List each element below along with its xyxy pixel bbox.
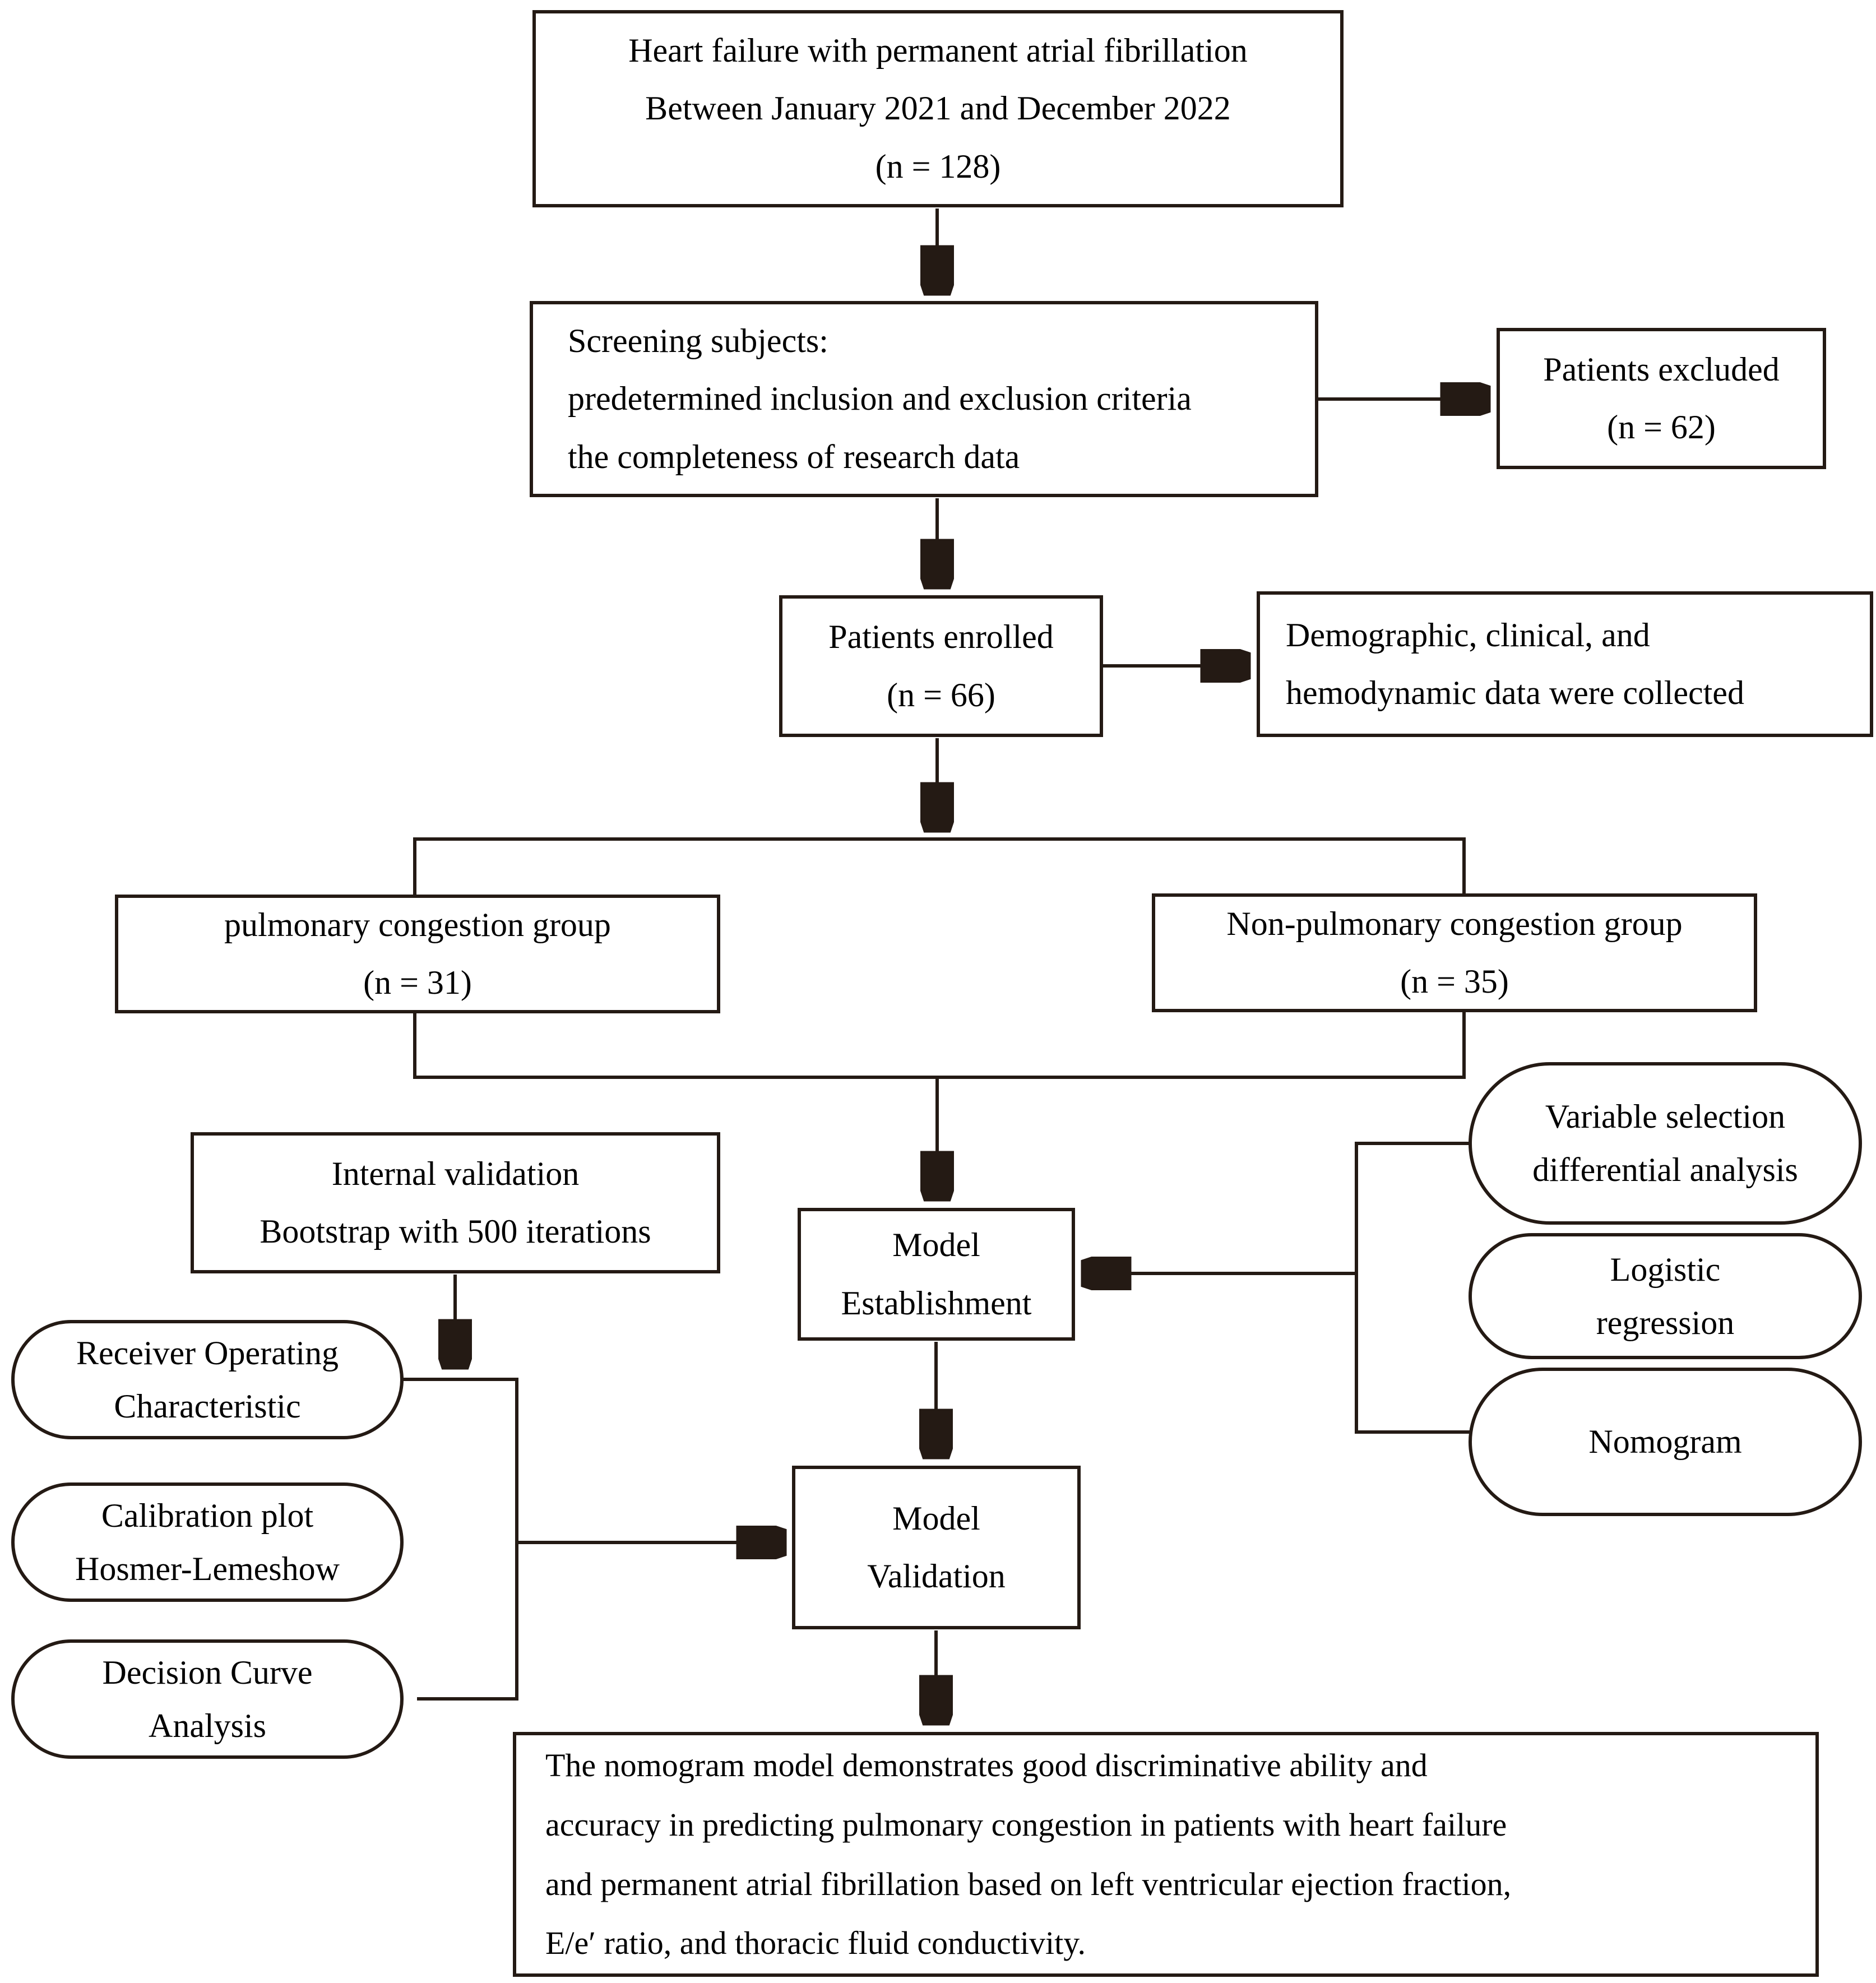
merge-bracket-from-groups [415, 1011, 1464, 1077]
node-data-collected [1257, 591, 1873, 737]
node-receiver-operating-characteristic [11, 1320, 404, 1439]
node-text-line: Establishment [841, 1284, 1032, 1322]
node-decision-curve-analysis [11, 1639, 404, 1759]
node-text-line: pulmonary congestion group [224, 906, 611, 943]
node-text-line: (n = 66) [887, 676, 995, 713]
node-pulmonary-congestion-group [115, 895, 720, 1013]
node-screening-subjects [530, 301, 1318, 497]
node-text-line: and permanent atrial fibrillation based on left ventricular ejection fraction, [545, 1865, 1512, 1902]
node-text-line: Characteristic [114, 1387, 301, 1425]
node-text-line: (n = 35) [1400, 963, 1509, 1000]
node-conclusion [513, 1732, 1819, 1977]
node-text-line: differential analysis [1532, 1151, 1798, 1188]
node-text-line: the completeness of research data [568, 438, 1020, 475]
left-bracket [401, 1379, 517, 1699]
node-text-line: Patients enrolled [828, 618, 1054, 656]
node-text-line: regression [1596, 1304, 1735, 1341]
node-text-line: (n = 62) [1607, 409, 1716, 446]
split-bracket-to-groups [415, 839, 1464, 896]
node-text-line: Analysis [149, 1707, 266, 1744]
node-text-line: Internal validation [331, 1155, 580, 1192]
node-text-line: Model [892, 1226, 980, 1264]
node-text-line: Model [892, 1499, 980, 1537]
node-model-validation [792, 1466, 1081, 1629]
node-text-line: Heart failure with permanent atrial fibrillation [628, 32, 1248, 70]
node-variable-selection [1469, 1062, 1862, 1225]
node-heart-failure-population [532, 10, 1344, 207]
node-text-line: (n = 128) [875, 147, 1001, 185]
node-model-establishment [798, 1208, 1075, 1341]
node-patients-enrolled [779, 595, 1103, 737]
node-text-line: Decision Curve [102, 1653, 313, 1691]
node-text-line: Patients excluded [1543, 350, 1780, 388]
node-text-line: E/e′ ratio, and thoracic fluid conductivity. [545, 1925, 1086, 1962]
node-text-line: The nomogram model demonstrates good discriminative ability and [545, 1747, 1428, 1784]
node-text-line: Nomogram [1588, 1423, 1742, 1461]
node-text-line: Between January 2021 and December 2022 [645, 90, 1231, 127]
node-text-line: Demographic, clinical, and [1286, 616, 1650, 654]
node-text-line: Validation [867, 1558, 1006, 1595]
node-text-line: Calibration plot [101, 1496, 314, 1534]
node-logistic-regression [1469, 1233, 1862, 1359]
node-text-line: accuracy in predicting pulmonary congestion in patients with heart failure [545, 1806, 1507, 1843]
node-calibration-plot [11, 1482, 404, 1602]
node-internal-validation [191, 1132, 720, 1273]
node-text-line: hemodynamic data were collected [1286, 674, 1744, 711]
node-text-line: Logistic [1610, 1250, 1721, 1288]
node-text-line: (n = 31) [363, 964, 472, 1001]
node-text-line: Screening subjects: [568, 322, 828, 360]
node-patients-excluded [1497, 328, 1826, 469]
right-bracket [1356, 1143, 1471, 1432]
node-text-line: Receiver Operating [76, 1334, 339, 1372]
node-text-line: predetermined inclusion and exclusion criteria [568, 380, 1192, 418]
node-nomogram [1469, 1368, 1862, 1516]
node-non-pulmonary-congestion-group [1152, 893, 1757, 1012]
node-text-line: Hosmer-Lemeshow [75, 1550, 340, 1587]
node-text-line: Bootstrap with 500 iterations [260, 1213, 651, 1250]
node-text-line: Non-pulmonary congestion group [1226, 905, 1683, 942]
node-text-line: Variable selection [1545, 1098, 1786, 1136]
